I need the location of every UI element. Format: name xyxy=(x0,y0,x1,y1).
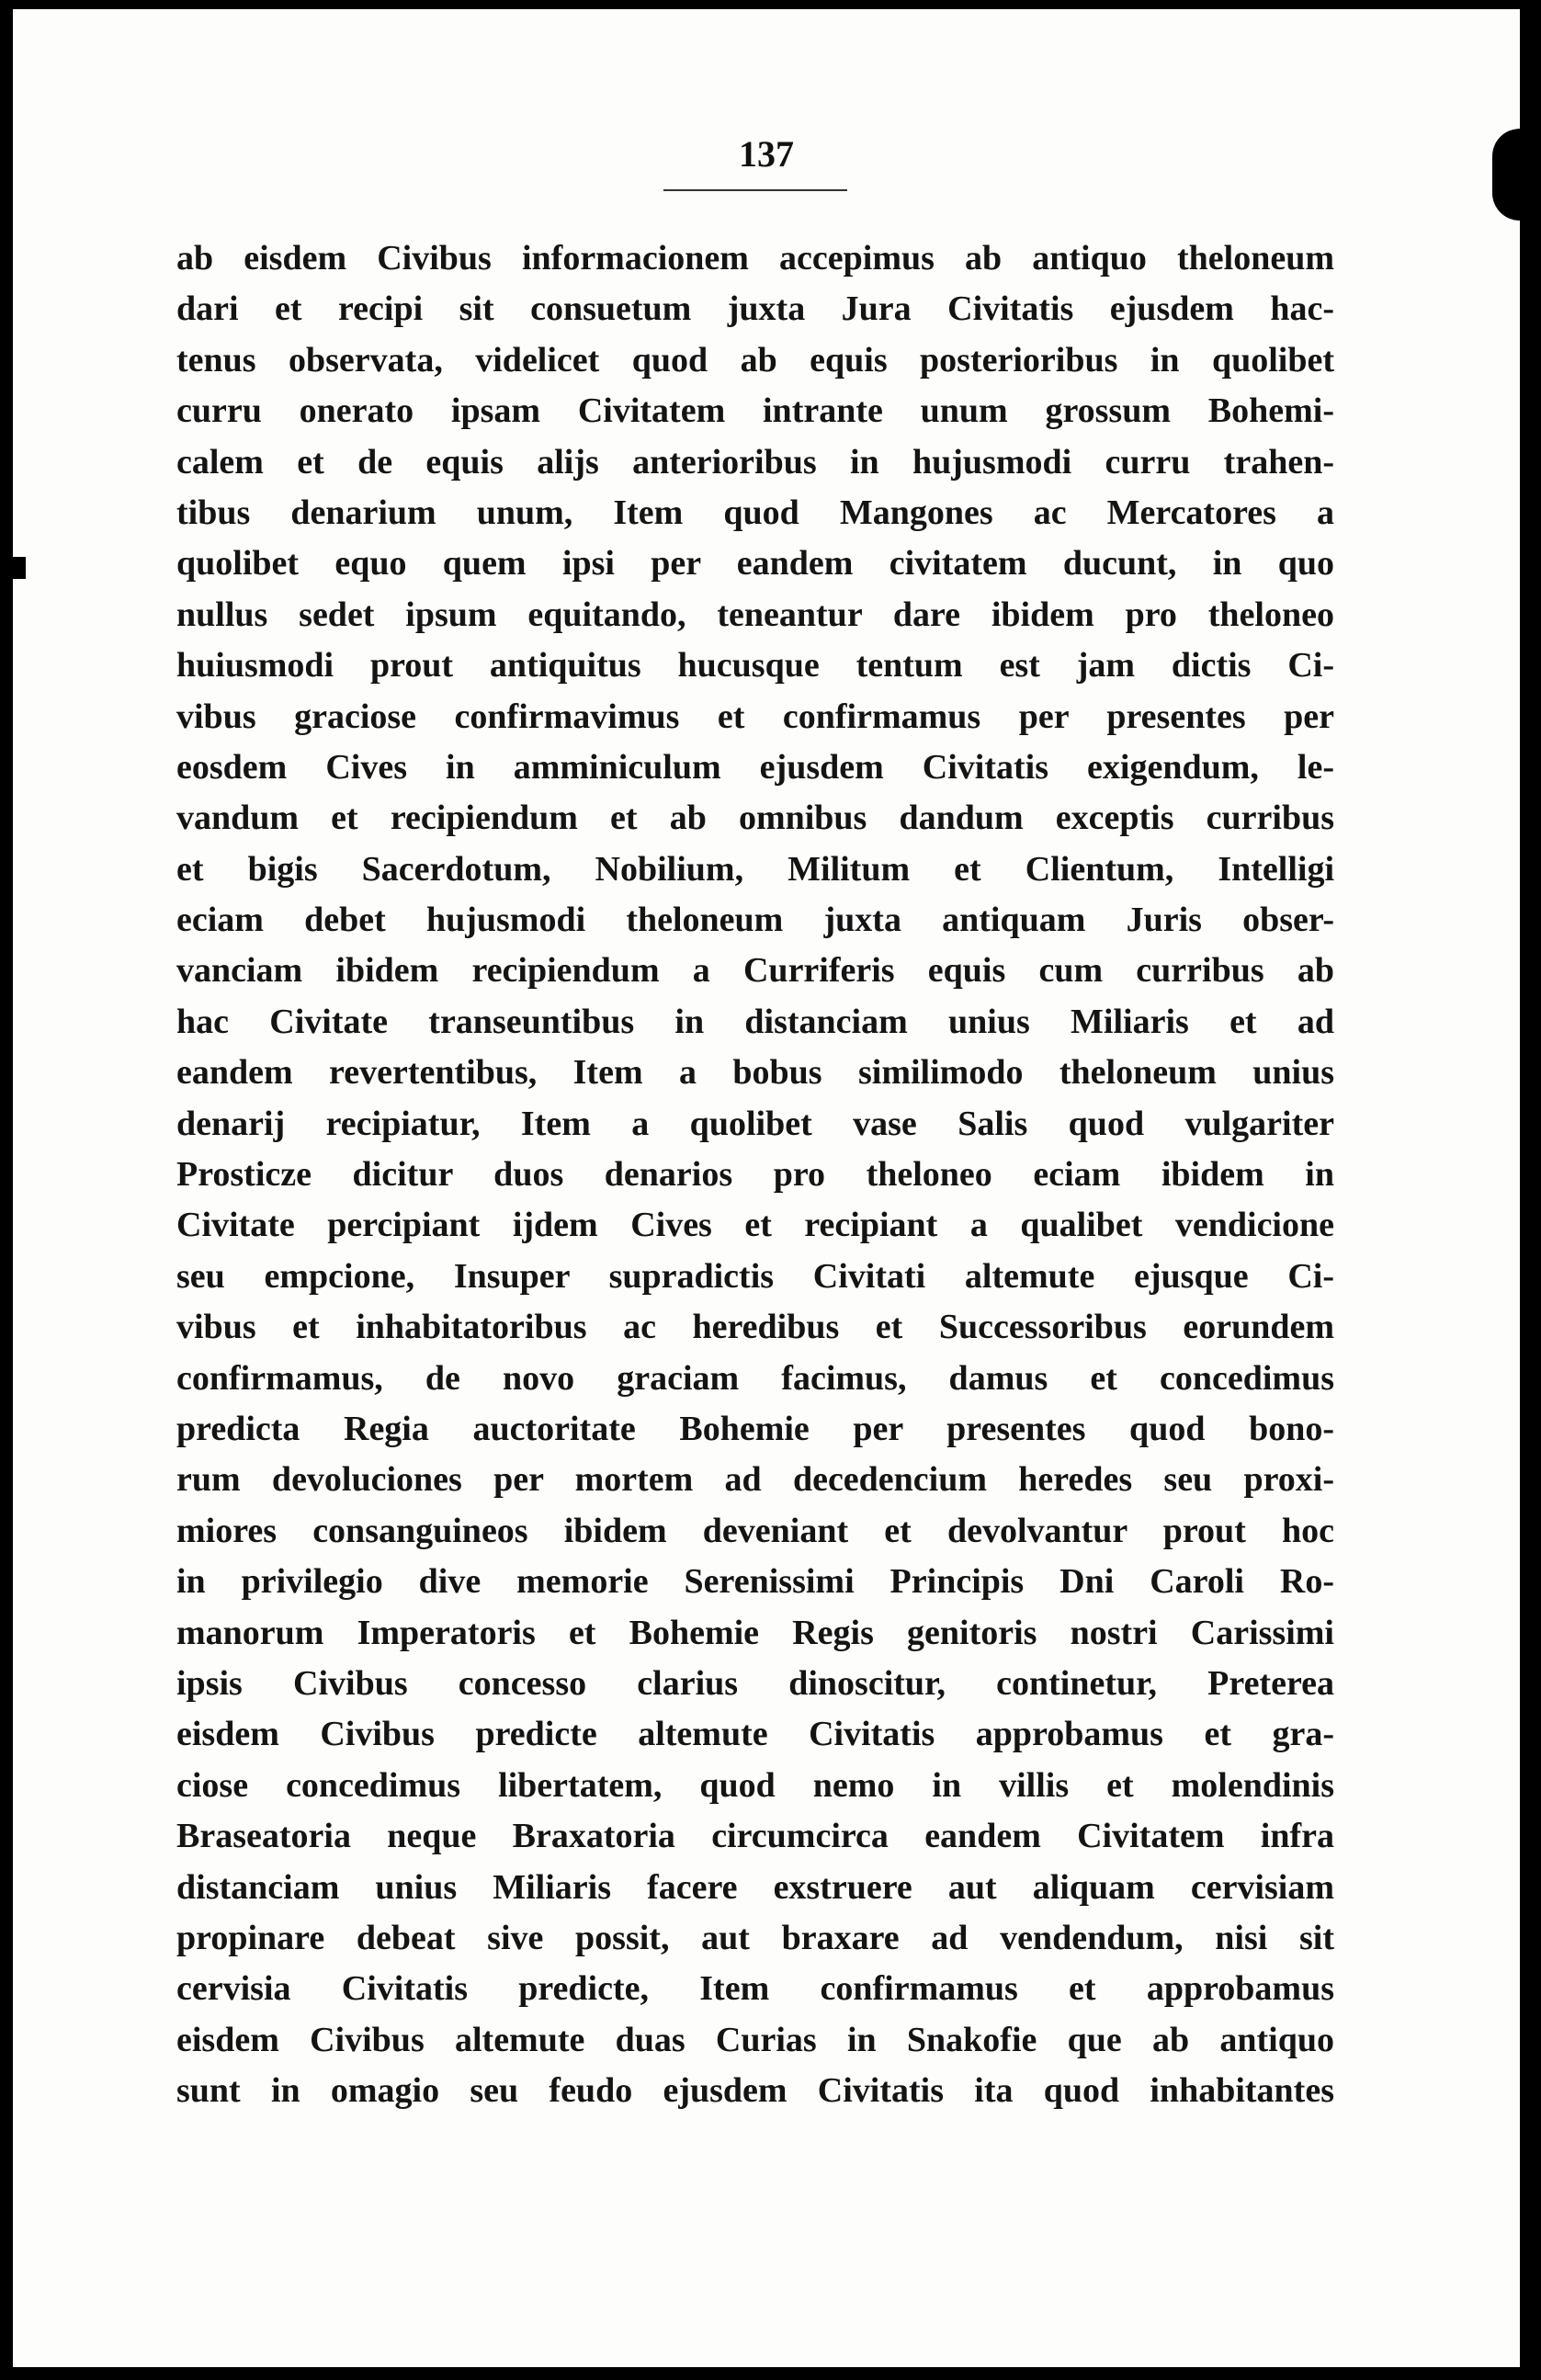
text-line: eandem revertentibus, Item a bobus similimodo theloneum unius xyxy=(176,1053,1334,1093)
text-line: eisdem Civibus predicte altemute Civitatis approbamus et gra- xyxy=(176,1715,1334,1754)
text-line: et bigis Sacerdotum, Nobilium, Militum et Clientum, Intelligi xyxy=(176,849,1334,889)
text-line: propinare debeat sive possit, aut braxare ad vendendum, nisi sit xyxy=(176,1918,1334,1957)
text-line: in privilegio dive memorie Serenissimi Principis Dni Caroli Ro- xyxy=(176,1562,1334,1602)
text-line: vibus graciose confirmavimus et confirmamus per presentes per xyxy=(176,697,1334,736)
text-line: eisdem Civibus altemute duas Curias in Snakofie que ab antiquo xyxy=(176,2020,1334,2059)
text-line: nullus sedet ipsum equitando, teneantur dare ibidem pro theloneo xyxy=(176,595,1334,634)
text-line: calem et de equis alijs anterioribus in hujusmodi curru trahen- xyxy=(176,442,1334,482)
text-line: predicta Regia auctoritate Bohemie per presentes quod bono- xyxy=(176,1409,1334,1448)
text-line: vandum et recipiendum et ab omnibus dandum exceptis curribus xyxy=(176,799,1334,838)
text-line: quolibet equo quem ipsi per eandem civitatem ducunt, in quo xyxy=(176,544,1334,584)
text-line: manorum Imperatoris et Bohemie Regis genitoris nostri Carissimi xyxy=(176,1613,1334,1652)
text-line: vibus et inhabitatoribus ac heredibus et Successoribus eorundem xyxy=(176,1308,1334,1347)
text-line: denarij recipiatur, Item a quolibet vase Salis quod vulgariter xyxy=(176,1104,1334,1143)
text-line: Civitate percipiant ijdem Cives et recipiant a qualibet vendicione xyxy=(176,1206,1334,1245)
page-number-rule xyxy=(663,189,847,191)
text-line: miores consanguineos ibidem deveniant et devolvantur prout hoc xyxy=(176,1511,1334,1550)
text-line: tibus denarium unum, Item quod Mangones ac Mercatores a xyxy=(176,493,1334,532)
text-line: confirmamus, de novo graciam facimus, damus et concedimus xyxy=(176,1358,1334,1398)
text-line: sunt in omagio seu feudo ejusdem Civitatis ita quod inhabitantes xyxy=(176,2071,1334,2111)
text-line: tenus observata, videlicet quod ab equis posterioribus in quolibet xyxy=(176,340,1334,380)
text-line: rum devoluciones per mortem ad decedencium heredes seu proxi- xyxy=(176,1460,1334,1500)
text-line: eosdem Cives in amminiculum ejusdem Civitatis exigendum, le- xyxy=(176,747,1334,787)
text-line: ipsis Civibus concesso clarius dinoscitur, continetur, Preterea xyxy=(176,1663,1334,1703)
margin-mark xyxy=(13,557,26,579)
text-line: eciam debet hujusmodi theloneum juxta antiquam Juris obser- xyxy=(176,901,1334,940)
text-line: dari et recipi sit consuetum juxta Jura Civitatis ejusdem hac- xyxy=(176,289,1334,329)
text-line: ciose concedimus libertatem, quod nemo in villis et molendinis xyxy=(176,1765,1334,1805)
book-page xyxy=(13,9,1520,2367)
text-line: huiusmodi prout antiquitus hucusque tentum est jam dictis Ci- xyxy=(176,646,1334,686)
text-line: Braseatoria neque Braxatoria circumcirca eandem Civitatem infra xyxy=(176,1817,1334,1856)
text-line: vanciam ibidem recipiendum a Curriferis equis cum curribus ab xyxy=(176,951,1334,991)
text-line: ab eisdem Civibus informacionem accepimus ab antiquo theloneum xyxy=(176,239,1334,278)
text-line: distanciam unius Miliaris facere exstruere aut aliquam cervisiam xyxy=(176,1867,1334,1907)
text-line: Prosticze dicitur duos denarios pro theloneo eciam ibidem in xyxy=(176,1155,1334,1195)
page-edge-notch xyxy=(1492,129,1520,221)
body-text xyxy=(176,233,1334,2116)
text-line: seu empcione, Insuper supradictis Civitati altemute ejusque Ci- xyxy=(176,1256,1334,1296)
text-line: hac Civitate transeuntibus in distanciam unius Miliaris et ad xyxy=(176,1002,1334,1041)
text-line: cervisia Civitatis predicte, Item confirmamus et approbamus xyxy=(176,1969,1334,2009)
page-number: 137 xyxy=(739,133,794,175)
text-line: curru onerato ipsam Civitatem intrante unum grossum Bohemi- xyxy=(176,391,1334,431)
